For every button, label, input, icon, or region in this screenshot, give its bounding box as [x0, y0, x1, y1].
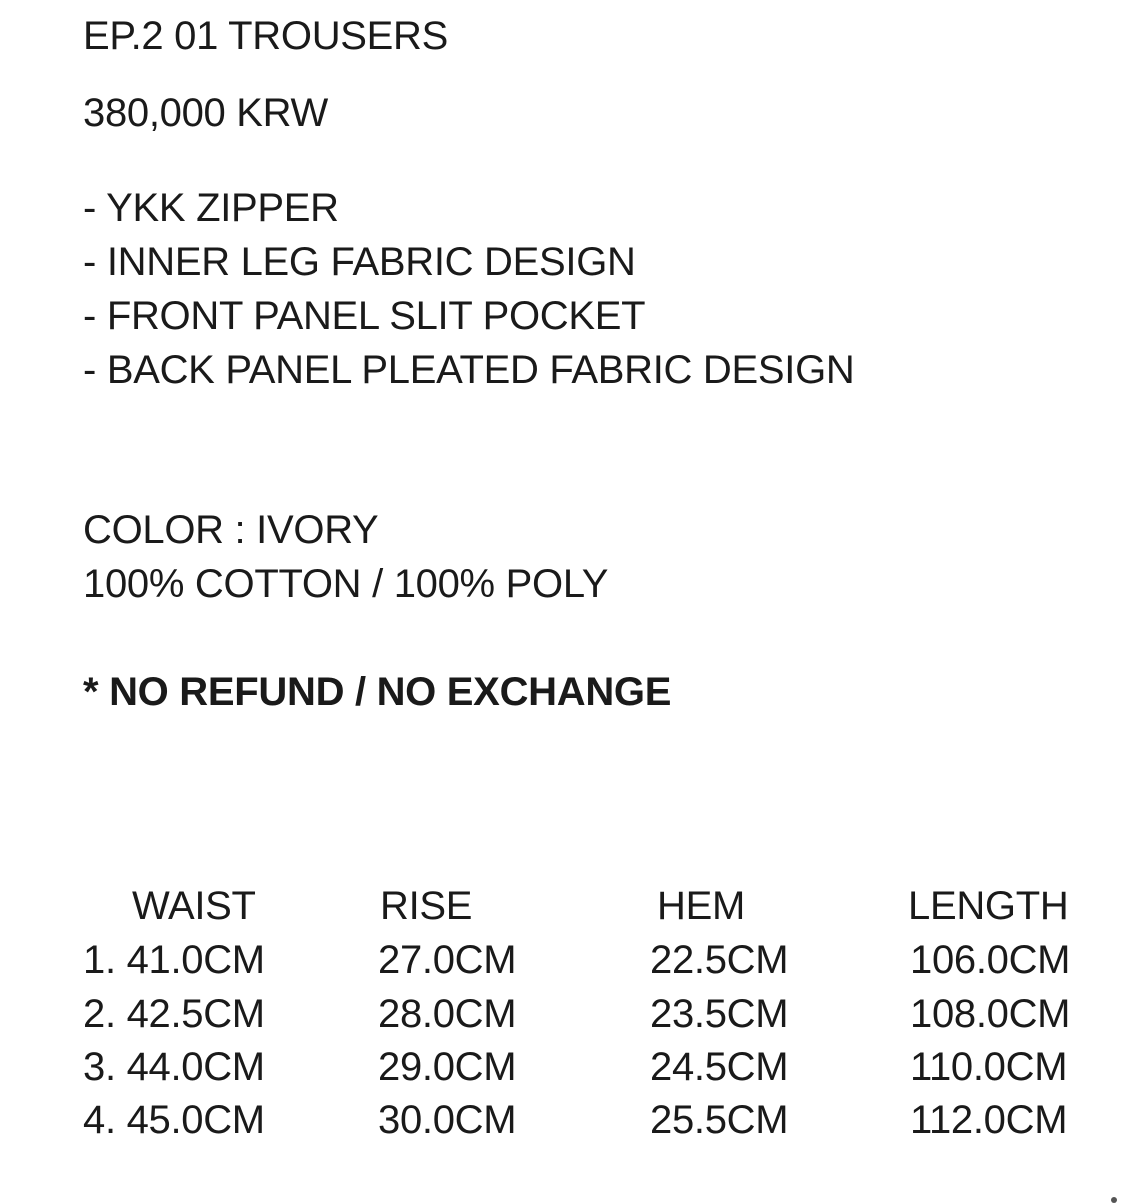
rise-cell: 30.0CM	[378, 1098, 517, 1142]
feature-item: - INNER LEG FABRIC DESIGN	[83, 240, 636, 284]
feature-item: - FRONT PANEL SLIT POCKET	[83, 294, 646, 338]
hem-cell: 23.5CM	[650, 992, 789, 1036]
header-waist: WAIST	[132, 884, 256, 928]
refund-notice: * NO REFUND / NO EXCHANGE	[83, 670, 672, 714]
rise-cell: 27.0CM	[378, 938, 517, 982]
header-length: LENGTH	[908, 884, 1069, 928]
feature-item: - YKK ZIPPER	[83, 186, 339, 230]
header-rise: RISE	[380, 884, 473, 928]
corner-dot-icon	[1111, 1197, 1117, 1203]
waist-cell: 3. 44.0CM	[83, 1045, 265, 1089]
waist-cell: 2. 42.5CM	[83, 992, 265, 1036]
rise-cell: 28.0CM	[378, 992, 517, 1036]
length-cell: 106.0CM	[910, 938, 1071, 982]
color-info: COLOR : IVORY	[83, 508, 379, 552]
length-cell: 112.0CM	[910, 1098, 1068, 1142]
hem-cell: 25.5CM	[650, 1098, 789, 1142]
rise-cell: 29.0CM	[378, 1045, 517, 1089]
length-cell: 108.0CM	[910, 992, 1071, 1036]
product-title: EP.2 01 TROUSERS	[83, 14, 449, 58]
header-hem: HEM	[657, 884, 745, 928]
material-info: 100% COTTON / 100% POLY	[83, 562, 609, 606]
product-price: 380,000 KRW	[83, 91, 329, 135]
hem-cell: 24.5CM	[650, 1045, 789, 1089]
feature-item: - BACK PANEL PLEATED FABRIC DESIGN	[83, 348, 855, 392]
waist-cell: 4. 45.0CM	[83, 1098, 265, 1142]
waist-cell: 1. 41.0CM	[83, 938, 265, 982]
length-cell: 110.0CM	[910, 1045, 1068, 1089]
hem-cell: 22.5CM	[650, 938, 789, 982]
